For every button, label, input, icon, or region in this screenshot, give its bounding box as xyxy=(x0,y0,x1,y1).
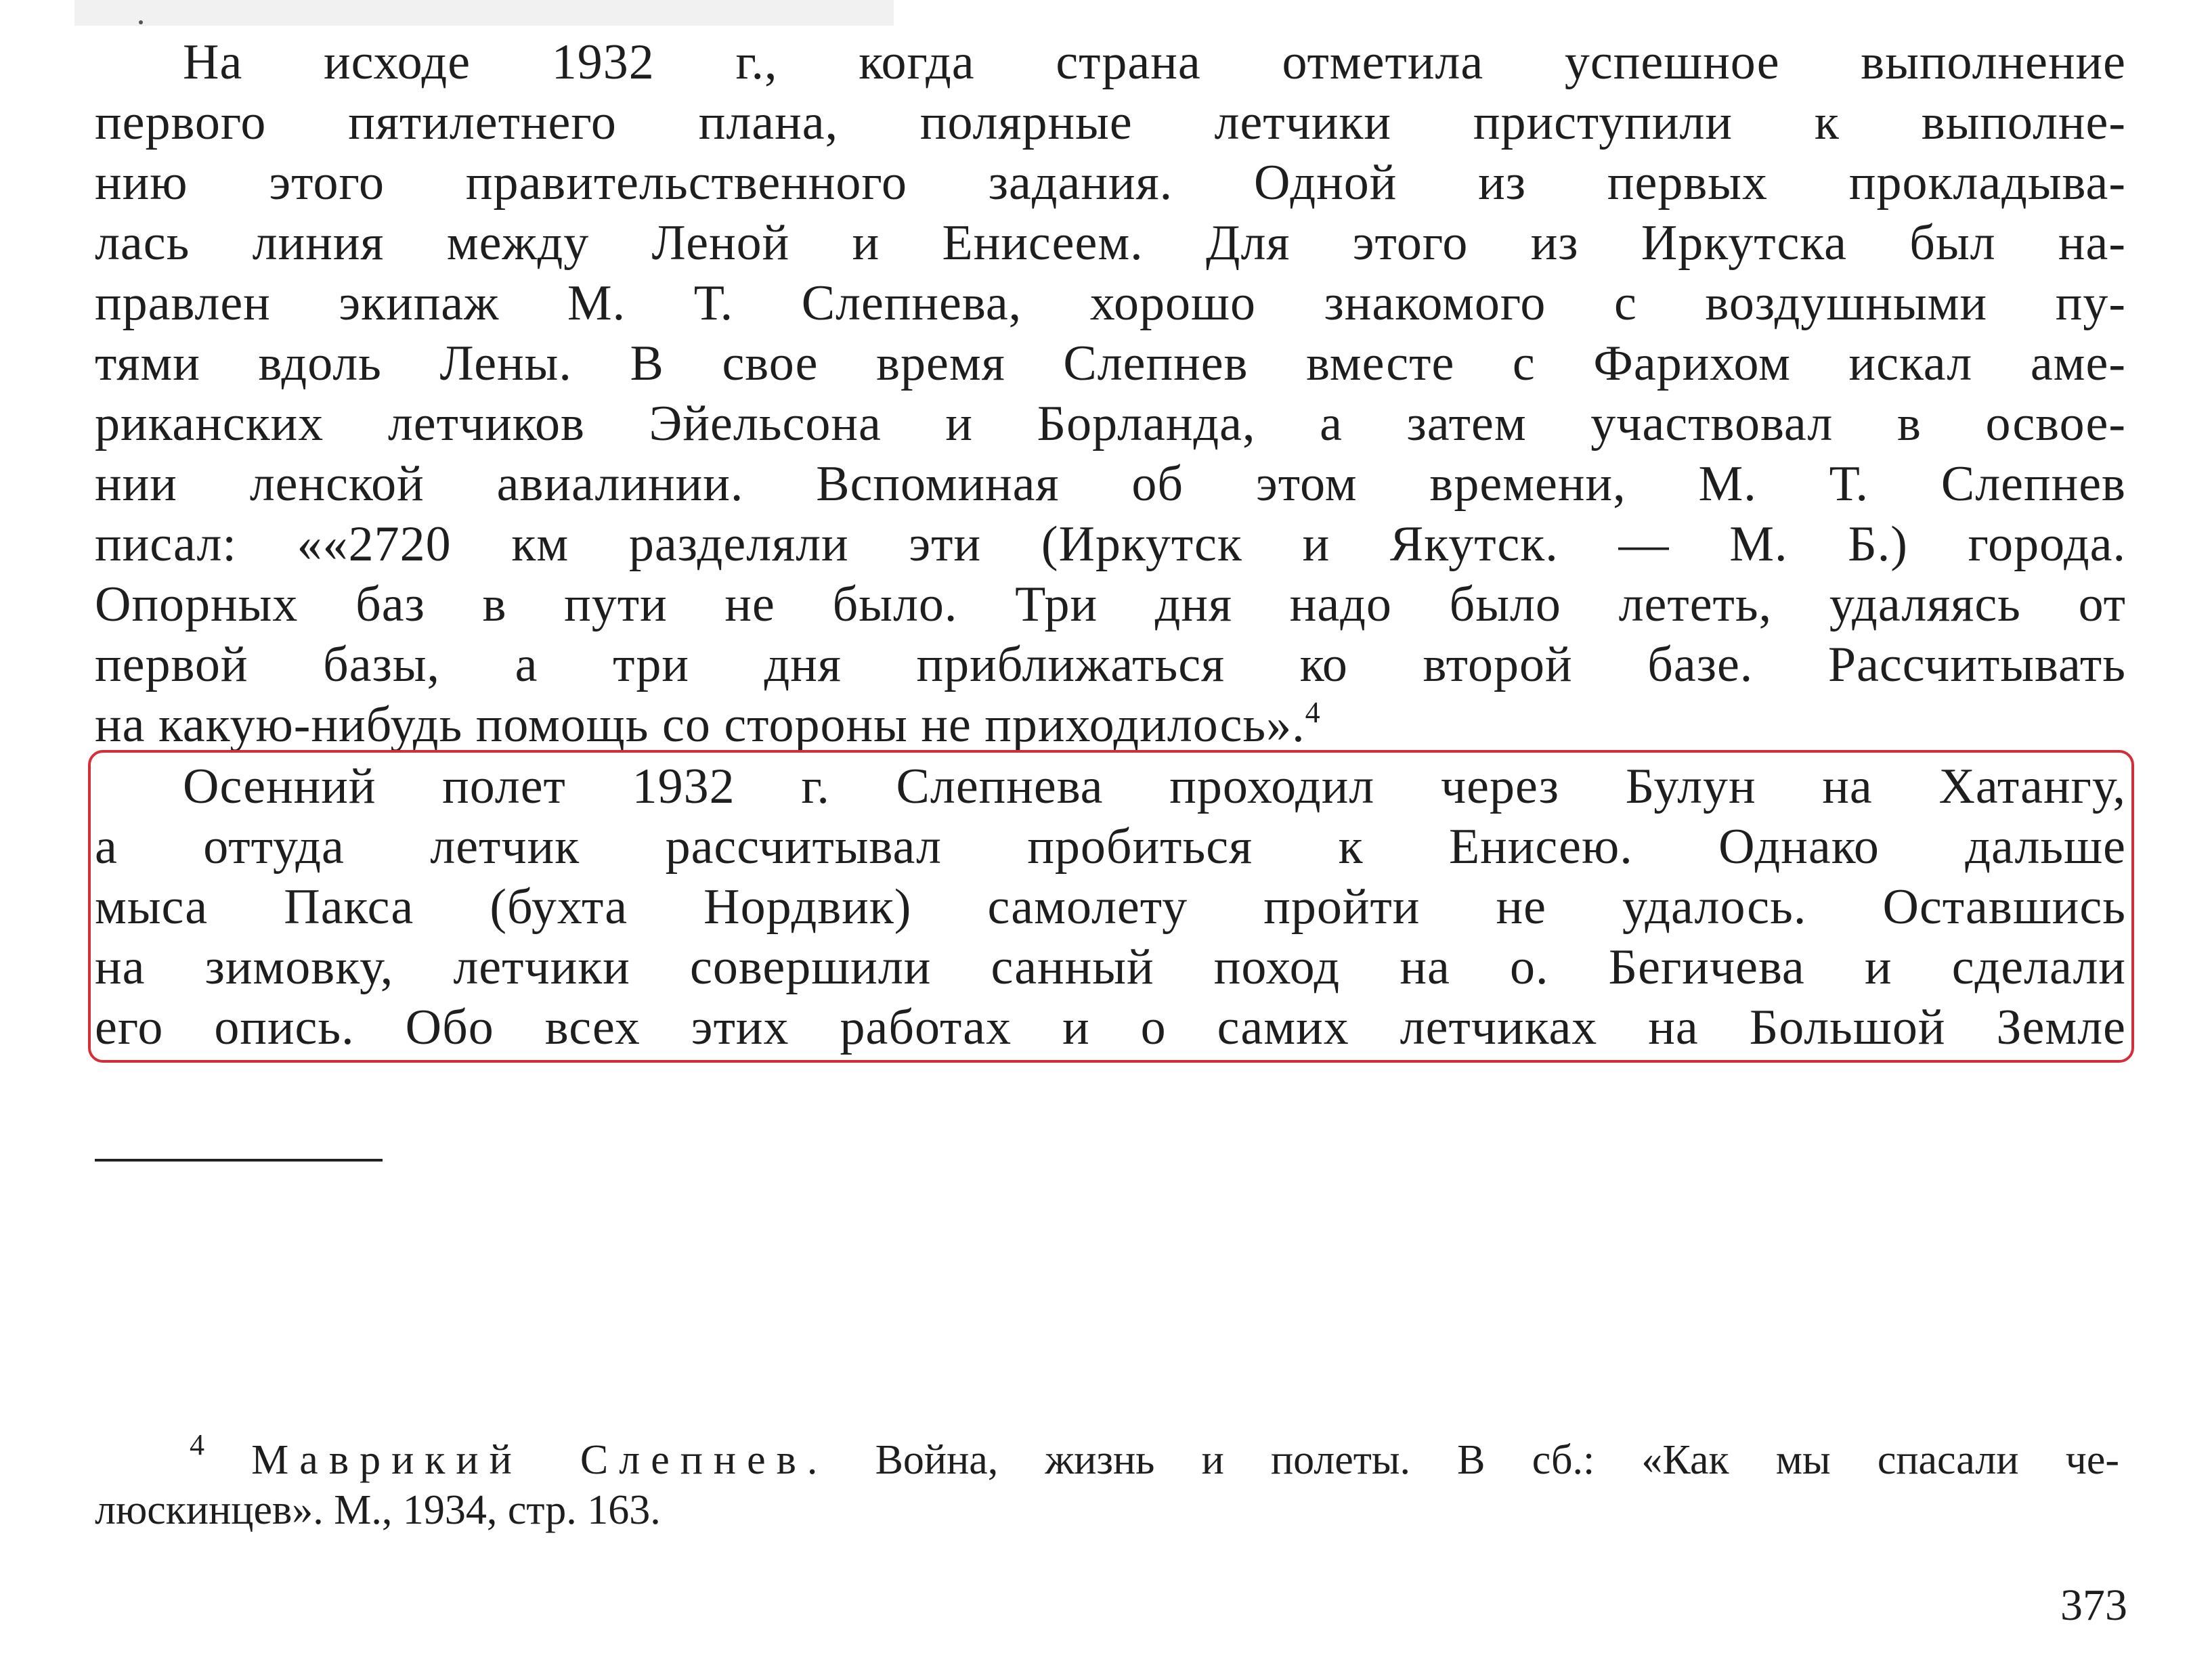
paragraph-1-line: первого пятилетнего плана, полярные летчики приступили к выполне- xyxy=(95,95,2126,150)
paragraph-2-line: мыса Пакса (бухта Нордвик) самолету пройти не удалось. Оставшись xyxy=(95,879,2126,935)
scan-speck xyxy=(139,20,143,24)
footnote-separator xyxy=(95,1159,383,1162)
paragraph-1-line: правлен экипаж М. Т. Слепнева, хорошо знакомого с воздушными пу- xyxy=(95,275,2126,331)
paragraph-2-line: Осенний полет 1932 г. Слепнева проходил через Булун на Хатангу, xyxy=(183,759,2126,814)
paragraph-1-line: риканских летчиков Эйельсона и Борланда, а затем участвовал в освое- xyxy=(95,396,2126,451)
paragraph-1-last-line xyxy=(95,695,2126,755)
paragraph-1-line: нии ленской авиалинии. Вспоминая об этом времени, М. Т. Слепнев xyxy=(95,456,2126,512)
paragraph-1-line: На исходе 1932 г., когда страна отметила успешное выполнение xyxy=(183,35,2126,90)
page-number: 373 xyxy=(2060,1581,2127,1630)
footnote-citation: Война, жизнь и полеты. В сб.: «Как мы спасали че- xyxy=(875,1437,2120,1483)
paragraph-1-line: первой базы, а три дня приближаться ко второй базе. Рассчитывать xyxy=(95,637,2126,692)
footnote-reference[interactable]: 4 xyxy=(1305,696,1321,729)
paragraph-1-line: нию этого правительственного задания. Одной из первых прокладыва- xyxy=(95,155,2126,211)
footnote xyxy=(95,1428,2120,1535)
paragraph-1-line: писал: ««2720 км разделяли эти (Иркутск и Якутск. — М. Б.) города. xyxy=(95,516,2126,572)
paragraph-1 xyxy=(95,32,2126,755)
paragraph-2-line: на зимовку, летчики совершили санный поход на о. Бегичева и сделали xyxy=(95,940,2126,995)
footnote-line-2: люскинцев». М., 1934, стр. 163. xyxy=(95,1487,661,1533)
scan-edge-shading xyxy=(74,0,894,26)
paragraph-1-line: тями вдоль Лены. В свое время Слепнев вместе с Фарихом искал аме- xyxy=(95,336,2126,391)
paragraph-2-line: а оттуда летчик рассчитывал пробиться к Енисею. Однако дальше xyxy=(95,819,2126,875)
footnote-line-1 xyxy=(95,1428,2120,1485)
footnote-author: Маврикий Слепнев. xyxy=(251,1437,829,1483)
paragraph-2-line: его опись. Обо всех этих работах и о самих летчиках на Большой Земле xyxy=(95,1000,2126,1055)
paragraph-2-highlighted xyxy=(95,757,2126,1058)
paragraph-1-line-text: на какую-нибудь помощь со стороны не приходилось». xyxy=(95,697,1305,753)
paragraph-1-line: лась линия между Леной и Енисеем. Для этого из Иркутска был на- xyxy=(95,215,2126,271)
paragraph-1-line: Опорных баз в пути не было. Три дня надо было лететь, удаляясь от xyxy=(95,577,2126,632)
footnote-marker: 4 xyxy=(190,1428,204,1461)
